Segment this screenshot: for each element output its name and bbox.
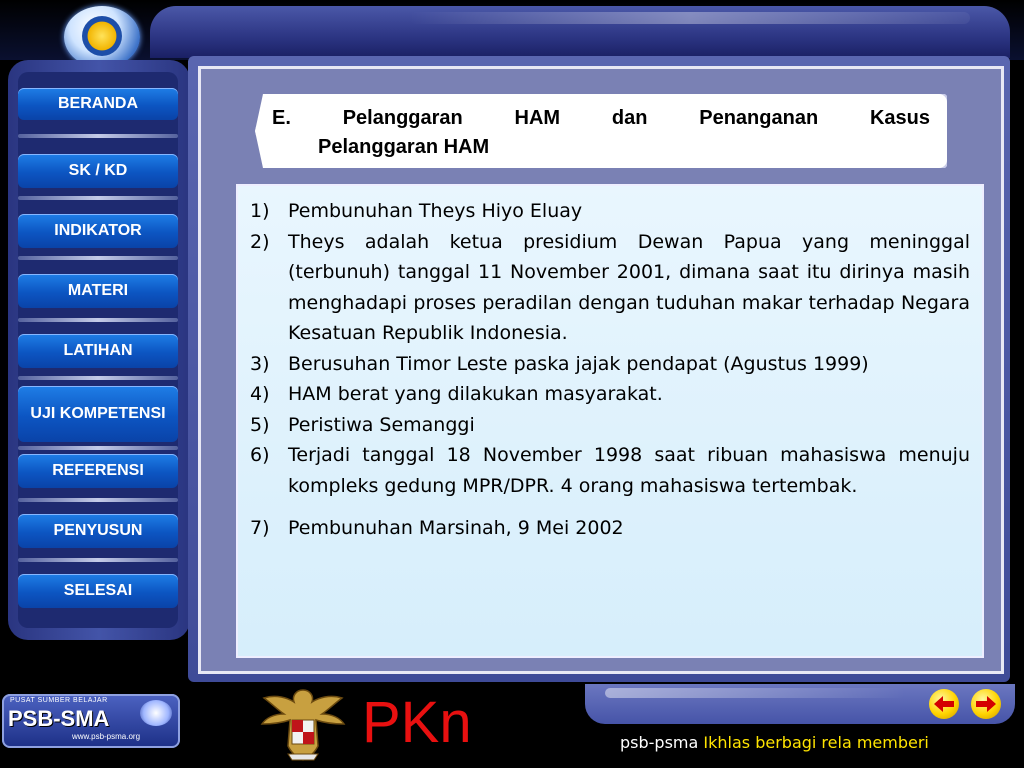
footer-text [620,733,929,752]
next-button[interactable] [971,689,1001,719]
nav-divider [18,376,178,380]
nav-divider [18,558,178,562]
list-text: Theys adalah ketua presidium Dewan Papua yang meninggal (terbunuh) tanggal 11 November 2001, dimana saat itu dirinya masih menghadapi proses peradilan dengan tuduhan makar terhadap Negara Kesatuan Republik Indonesia. [288,230,970,344]
nav-divider [18,134,178,138]
list-item [250,440,970,501]
list-text: Peristiwa Semanggi [288,413,475,436]
title-word: dan [611,107,648,129]
logo-caption: PUSAT SUMBER BELAJAR [10,697,108,704]
list-text: HAM berat yang dilakukan masyarakat. [288,383,663,405]
nav-divider [18,318,178,322]
nav-skkd-button[interactable]: SK / KD [18,154,178,188]
nav-selesai-button[interactable]: SELESAI [18,574,178,608]
psb-sma-logo [2,694,180,748]
list-item [250,227,970,349]
nav-referensi-button[interactable]: REFERENSI [18,454,178,488]
header-bar [150,6,1010,58]
list-number: 6) [250,444,270,466]
list-item [250,349,970,380]
case-list [250,196,970,544]
list-text: Pembunuhan Theys Hiyo Eluay [288,200,583,222]
list-number: 1) [250,200,270,222]
nav-divider [18,498,178,502]
list-item [250,410,970,441]
list-number: 5) [250,413,270,436]
title-word: Pelanggaran [342,107,463,129]
logo-url: www.psb-psma.org [72,732,141,741]
title-word: HAM [514,107,561,129]
list-number: 3) [250,352,270,375]
title-word: E. [272,107,291,129]
list-number: 4) [250,383,270,405]
prev-button[interactable] [929,689,959,719]
garuda-emblem-icon [258,684,348,764]
logo-title: PSB-SMA [8,706,110,731]
list-item [250,513,970,544]
footer-site: psb-psma [620,733,699,752]
nav-latihan-button[interactable]: LATIHAN [18,334,178,368]
nav-indikator-button[interactable]: INDIKATOR [18,214,178,248]
arrow-left-icon [934,696,954,712]
page-title [272,104,930,162]
list-text: Berusuhan Timor Leste paska jajak pendapat (Agustus 1999) [288,352,869,375]
title-word: Penanganan [699,107,819,129]
list-number: 2) [250,230,270,253]
badge-icon [140,700,172,726]
footer-slogan: Ikhlas berbagi rela memberi [703,733,929,752]
nav-divider [18,256,178,260]
list-number: 7) [250,517,270,539]
nav-divider [18,446,178,450]
title-word: Kasus [869,107,930,129]
nav-divider [18,196,178,200]
arrow-right-icon [976,696,996,712]
nav-penyusun-button[interactable]: PENYUSUN [18,514,178,548]
subject-title: PKn [362,690,472,755]
nav-beranda-button[interactable]: BERANDA [18,88,178,120]
nav-materi-button[interactable]: MATERI [18,274,178,308]
list-item [250,379,970,410]
nav-uji-kompetensi-button[interactable]: UJI KOMPETENSI [18,386,178,442]
list-text: Pembunuhan Marsinah, 9 Mei 2002 [288,517,624,539]
list-text: Terjadi tanggal 18 November 1998 saat ribuan mahasiswa menuju kompleks gedung MPR/DPR. 4 orang mahasiswa tertembak. [288,444,970,497]
ministry-logo [64,6,140,68]
title-line-2: Pelanggaran HAM [318,136,490,158]
list-item [250,196,970,227]
